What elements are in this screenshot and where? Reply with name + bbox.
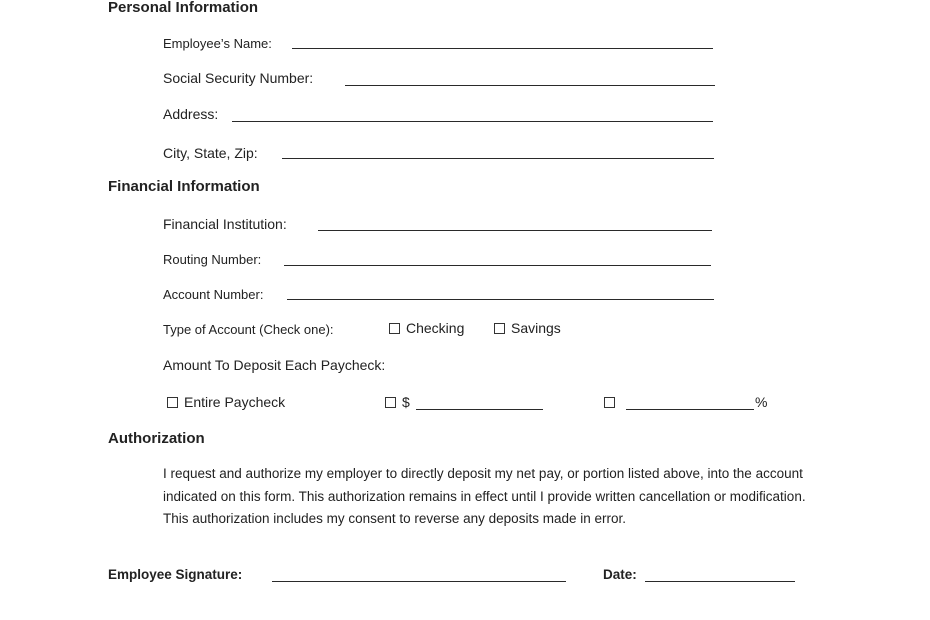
account-number-label: Account Number: <box>163 287 264 302</box>
checkbox-checking[interactable] <box>389 323 400 334</box>
entire-paycheck-label: Entire Paycheck <box>184 394 286 410</box>
financial-institution-label: Financial Institution: <box>163 216 287 232</box>
percent-amount-option[interactable] <box>604 394 621 410</box>
city-state-zip-field[interactable] <box>282 158 714 159</box>
employee-name-label: Employee’s Name: <box>163 36 272 51</box>
city-state-zip-label: City, State, Zip: <box>163 145 258 161</box>
routing-number-label: Routing Number: <box>163 252 262 267</box>
routing-number-field[interactable] <box>284 265 711 266</box>
percent-sign: % <box>755 394 768 410</box>
checking-label: Checking <box>406 320 465 336</box>
checkbox-savings[interactable] <box>494 323 505 334</box>
checkbox-entire-paycheck[interactable] <box>167 397 178 408</box>
savings-option[interactable] <box>494 320 561 336</box>
percent-amount-field[interactable] <box>626 409 754 410</box>
date-field[interactable] <box>645 581 795 582</box>
address-field[interactable] <box>232 121 713 122</box>
financial-information-heading: Financial Information <box>108 178 260 195</box>
dollar-sign: $ <box>402 394 410 410</box>
employee-name-field[interactable] <box>292 48 713 49</box>
personal-information-heading: Personal Information <box>108 0 259 16</box>
checkbox-dollar-amount[interactable] <box>385 397 396 408</box>
financial-institution-field[interactable] <box>318 230 712 231</box>
dollar-amount-option[interactable] <box>385 394 410 410</box>
entire-paycheck-option[interactable] <box>167 394 285 410</box>
ssn-field[interactable] <box>345 85 715 86</box>
date-label: Date: <box>603 567 637 582</box>
savings-label: Savings <box>511 320 561 336</box>
checking-option[interactable] <box>389 320 464 336</box>
dollar-amount-field[interactable] <box>416 409 543 410</box>
checkbox-percent-amount[interactable] <box>604 397 615 408</box>
amount-label: Amount To Deposit Each Paycheck: <box>163 357 386 373</box>
address-label: Address: <box>163 106 219 122</box>
authorization-heading: Authorization <box>108 430 205 447</box>
ssn-label: Social Security Number: <box>163 70 314 86</box>
authorization-text: I request and authorize my employer to directly deposit my net pay, or portion listed above, into the account indicated on this form. This authorization remains in effect until I provide written cancellation or modification. This authorization includes my consent to reverse any deposits made in error. <box>163 466 806 526</box>
account-number-field[interactable] <box>287 299 714 300</box>
employee-signature-label: Employee Signature: <box>108 567 243 582</box>
employee-signature-field[interactable] <box>272 581 566 582</box>
account-type-label: Type of Account (Check one): <box>163 322 334 337</box>
